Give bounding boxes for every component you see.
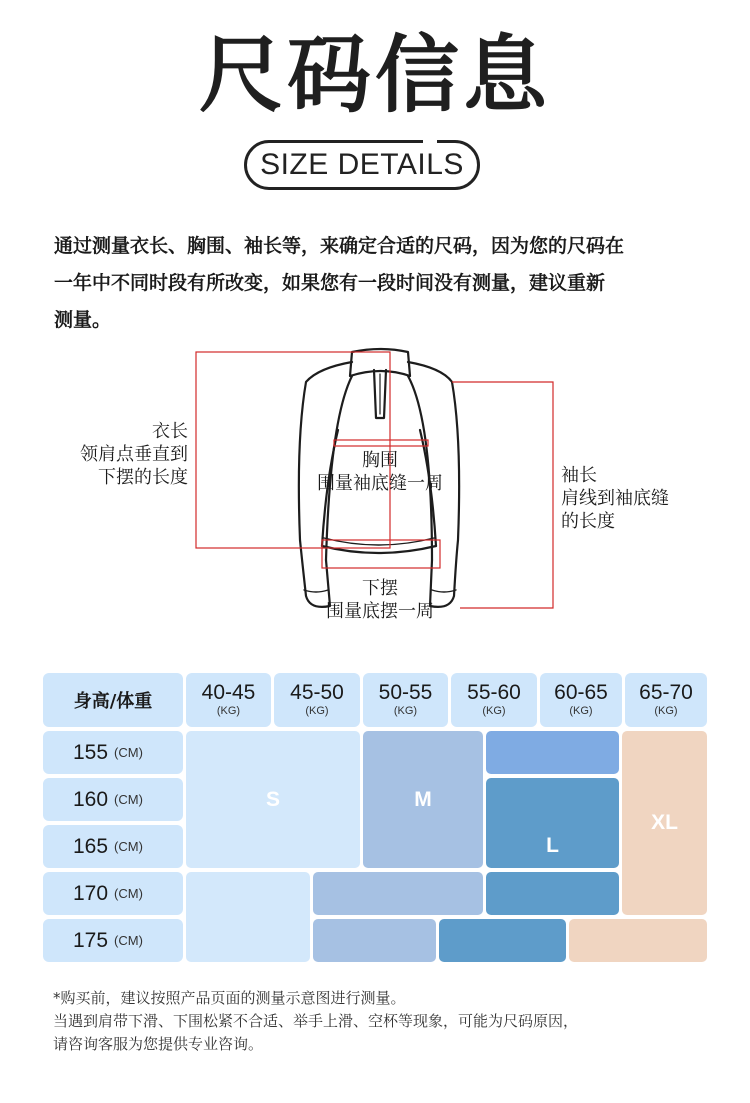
chest-label [300,449,460,495]
size-region-l-155 [486,731,619,774]
size-region-l-175 [439,919,566,962]
chest-label-desc: 围量袖底缝一周 [317,473,443,494]
intro-line: 测量。 [54,309,112,331]
size-region-m-170 [313,872,483,915]
weight-header [186,673,271,727]
weight-unit: (KG) [654,704,678,717]
corner-label: 身高/体重 [73,691,153,712]
height-unit: (CM) [114,933,143,948]
weight-header [363,673,448,727]
size-region-s-lower [186,872,310,962]
length-label-desc: 下摆的长度 [98,467,188,488]
hem-label-title: 下摆 [362,578,398,599]
size-label-xl: XL [651,811,678,834]
height-value: 170 [73,881,109,905]
height-unit: (CM) [114,792,143,807]
height-unit: (CM) [114,886,143,901]
size-region-xl-175 [569,919,707,962]
size-chart-table [43,673,707,965]
chest-label-title: 胸围 [362,450,398,471]
weight-range: 45-50 [290,680,344,704]
height-row-header [43,825,183,868]
length-label [80,420,188,489]
weight-unit: (KG) [393,704,418,717]
page-title: 尺码信息 [198,26,551,124]
weight-unit: (KG) [305,704,329,717]
weight-range: 65-70 [639,680,693,704]
height-row-header [43,731,183,774]
intro-paragraph [54,228,704,339]
size-region-l [486,778,619,868]
sleeve-label-title: 袖长 [561,465,597,486]
sleeve-label [561,464,669,533]
weight-header [274,673,360,727]
size-region-m-175 [313,919,436,962]
size-region-m [363,731,483,868]
sleeve-marker [452,382,553,608]
weight-header [540,673,622,727]
subtitle-text: SIZE DETAILS [260,148,464,181]
weight-unit: (KG) [482,704,506,717]
height-row-header [43,778,183,821]
size-region-s [186,731,360,868]
footnote-line: *购买前，建议按照产品页面的测量示意图进行测量。 [53,989,406,1007]
weight-header [625,673,707,727]
hem-label-desc: 围量底摆一周 [326,601,434,622]
weight-range: 50-55 [378,680,433,704]
chest-marker [334,440,428,446]
height-row-header [43,919,183,962]
weight-range: 60-65 [554,680,608,704]
size-label-s: S [265,787,280,811]
size-label-l: L [546,834,559,857]
size-region-l-170 [486,872,619,915]
weight-range: 40-45 [201,680,256,704]
weight-range: 55-60 [467,680,521,704]
footnote-line: 请咨询客服为您提供专业咨询。 [53,1035,264,1053]
footnote [53,987,723,1056]
subtitle-badge [244,140,480,190]
weight-header [451,673,537,727]
height-row-header [43,872,183,915]
length-label-title: 衣长 [152,421,188,442]
length-label-desc: 领肩点垂直到 [80,444,188,465]
height-value: 160 [73,787,109,811]
table-corner-header [43,673,183,727]
weight-unit: (KG) [569,704,593,717]
height-unit: (CM) [114,839,143,854]
height-unit: (CM) [114,745,143,760]
size-region-xl [622,731,707,915]
intro-line: 通过测量衣长、胸围、袖长等，来确定合适的尺码，因为您的尺码在 [54,235,625,257]
height-value: 175 [73,928,109,952]
height-value: 155 [73,740,109,764]
footnote-line: 当遇到肩带下滑、下围松紧不合适、举手上滑、空杯等现象，可能为尺码原因， [53,1012,579,1030]
size-label-m: M [414,787,432,811]
sleeve-label-desc: 肩线到袖底缝 [561,488,669,509]
height-value: 165 [73,834,109,858]
weight-unit: (KG) [216,704,241,717]
hem-label [300,577,460,623]
sleeve-label-desc: 的长度 [561,511,615,532]
intro-line: 一年中不同时段有所改变，如果您有一段时间没有测量，建议重新 [54,272,606,294]
